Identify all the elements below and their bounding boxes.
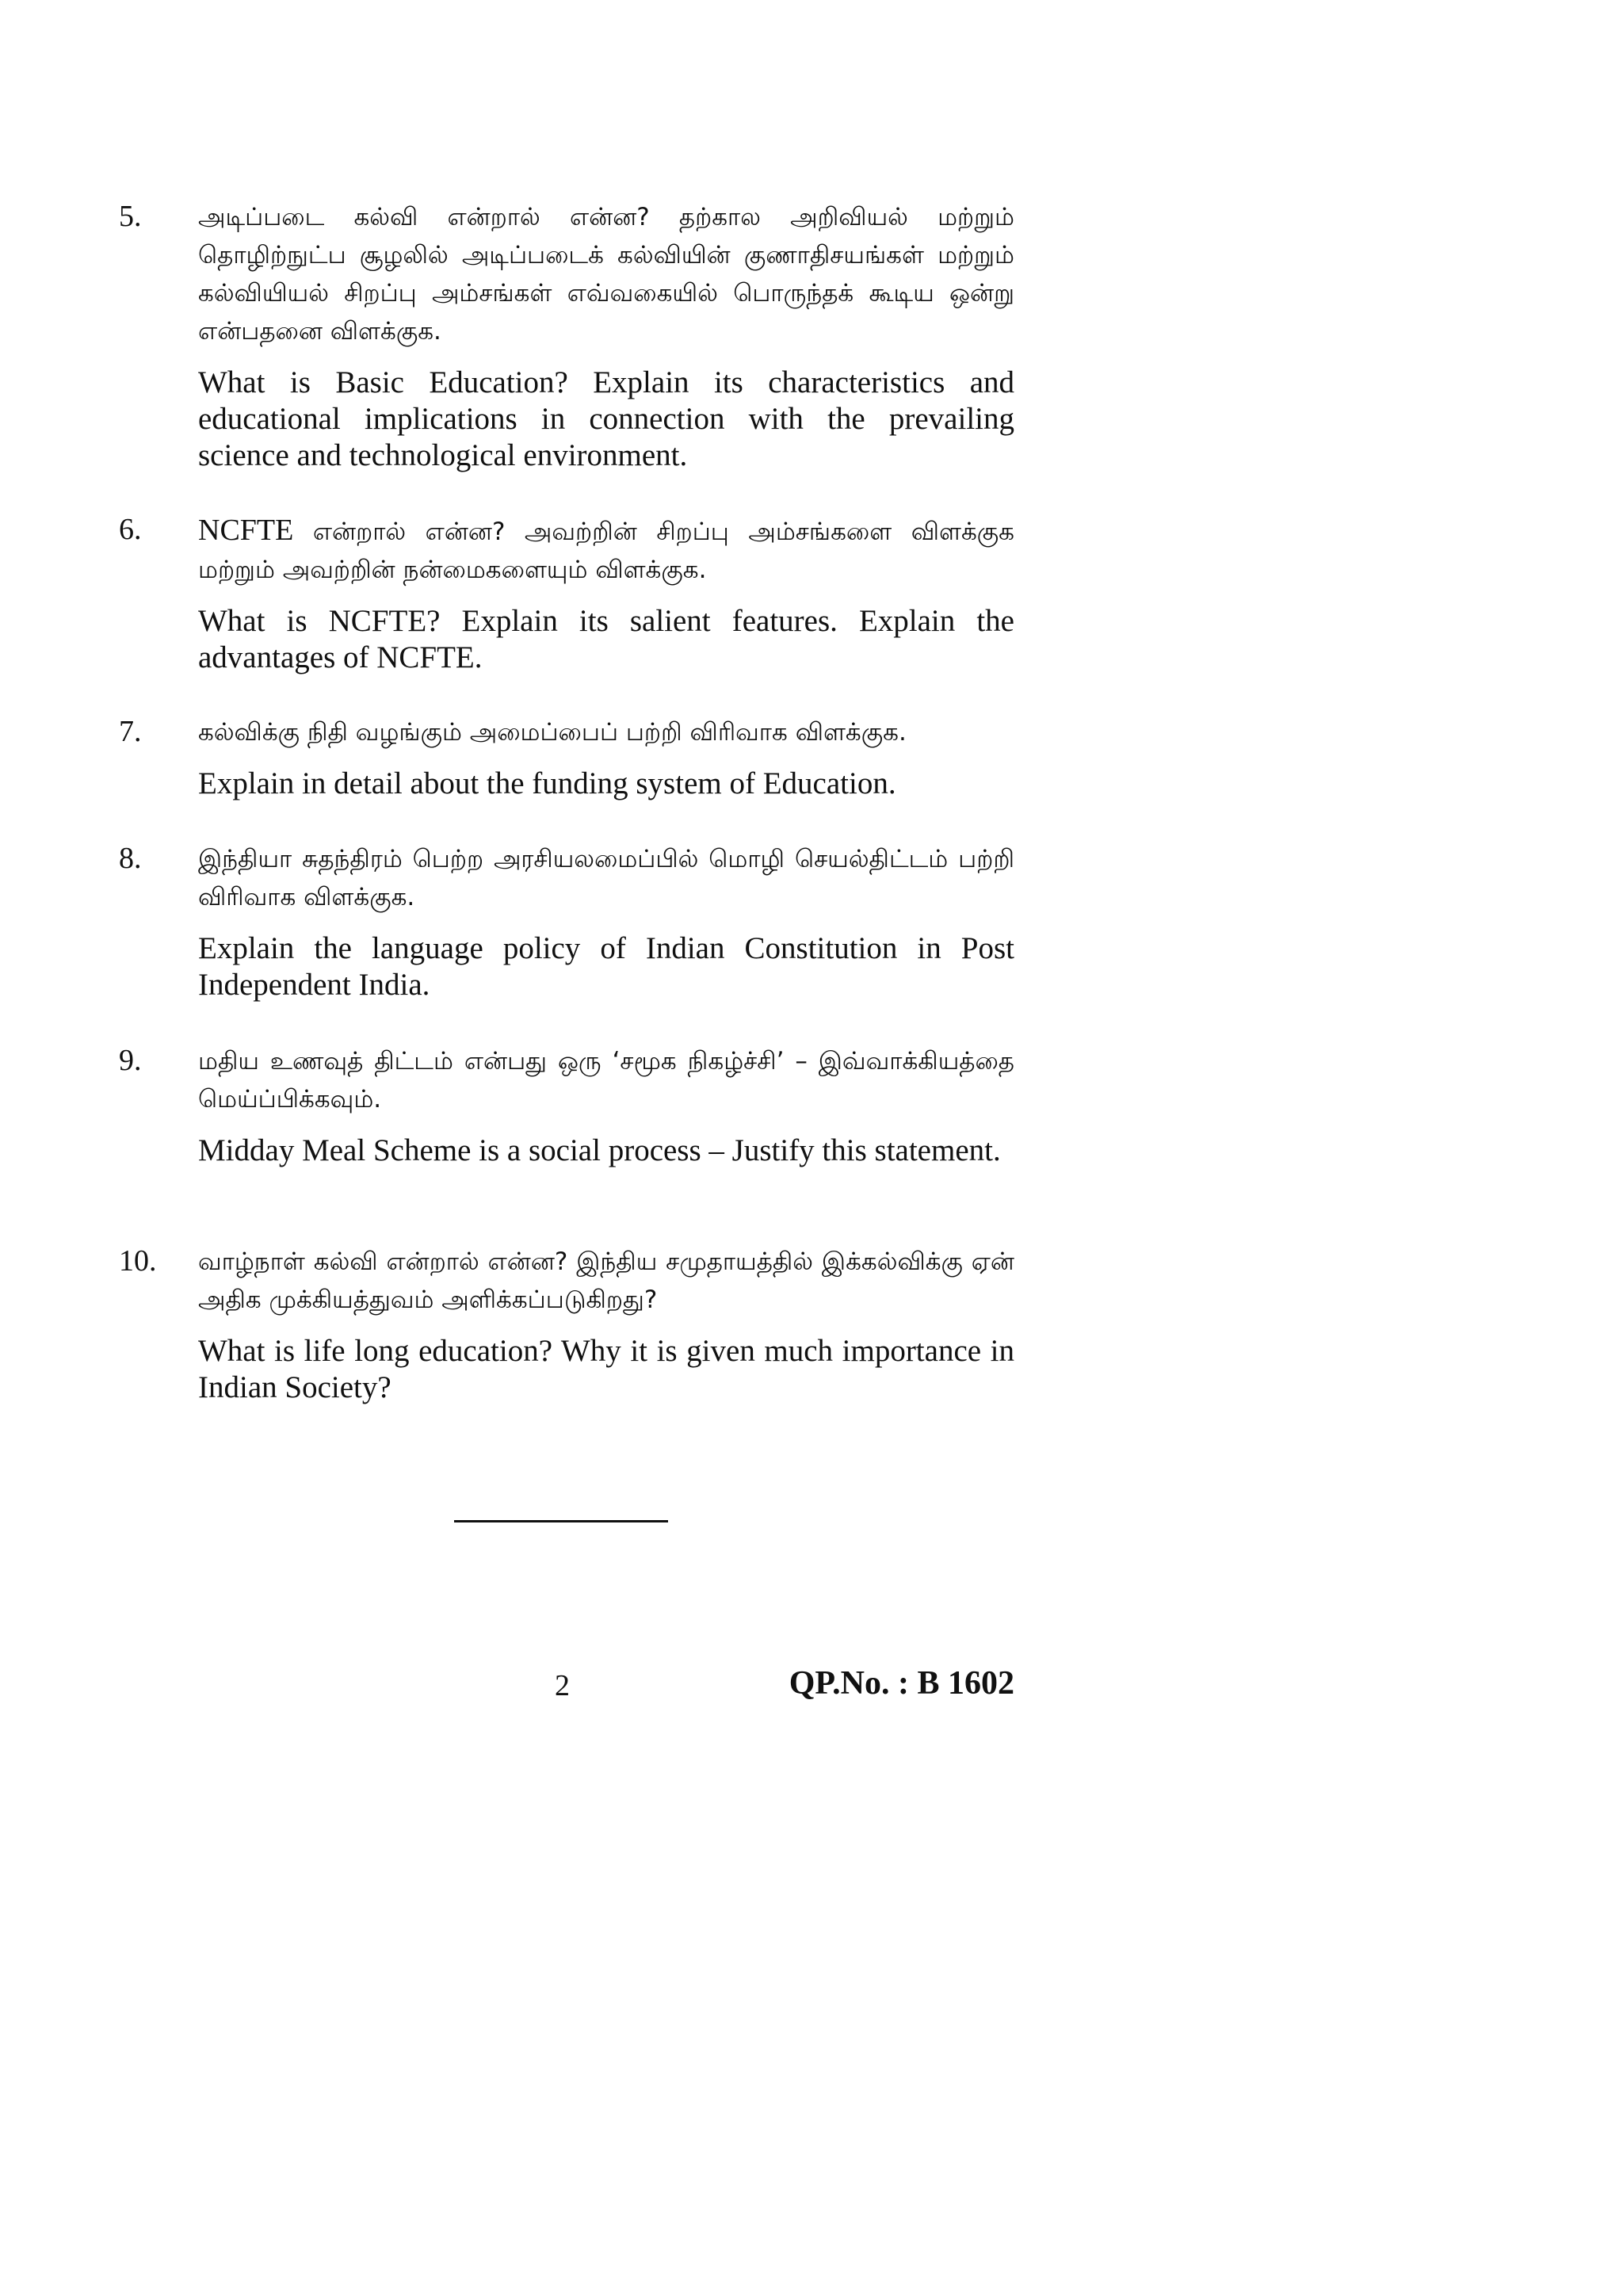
question-tamil-text: இந்தியா சுதந்திரம் பெற்ற அரசியலமைப்பில் மொழி செயல்திட்டம் பற்றி விரிவாக விளக்குக. [198, 845, 1014, 911]
question-english-text: Explain in detail about the funding system of Education. [198, 766, 896, 800]
question-number: 8. [119, 842, 142, 875]
question-english-text: What is NCFTE? Explain its salient features. Explain the advantages of NCFTE. [198, 604, 1014, 674]
question-english-text: What is Basic Education? Explain its characteristics and educational implications in connection with the prevailing science and technological environment. [198, 365, 1014, 472]
question-body [198, 1243, 1014, 1406]
question-number: 10. [119, 1244, 157, 1278]
question-number: 6. [119, 513, 142, 546]
question-tamil-rest: என்றால் என்ன? அவற்றின் சிறப்பு அம்சங்களை விளக்குக மற்றும் அவற்றின் நன்மைகளையும் விளக்குக. [198, 518, 1014, 584]
question-number: 7. [119, 715, 142, 748]
question-number: 9. [119, 1044, 142, 1077]
question-body [198, 713, 1014, 802]
question-tamil-text: மதிய உணவுத் திட்டம் என்பது ஒரு ‘சமூக நிகழ்ச்சி’ – இவ்வாக்கியத்தை மெய்ப்பிக்கவும். [198, 1047, 1014, 1114]
question-body [198, 1042, 1014, 1169]
question-tamil-text [198, 511, 1014, 589]
end-rule [454, 1520, 668, 1522]
question-tamil-text: வாழ்நாள் கல்வி என்றால் என்ன? இந்திய சமுதாயத்தில் இக்கல்விக்கு ஏன் அதிக முக்கியத்துவம் அளிக்கப்படுகிறது? [198, 1247, 1014, 1314]
question-body [198, 840, 1014, 1003]
question-english-text: Midday Meal Scheme is a social process – Justify this statement. [198, 1133, 1001, 1167]
question-tamil-text: அடிப்படை கல்வி என்றால் என்ன? தற்கால அறிவியல் மற்றும் தொழிற்நுட்ப சூழலில் அடிப்படைக் கல்வியின் குணாதிசயங்கள் மற்றும் கல்வியியல் சிறப்பு அம்சங்கள் எவ்வகையில் பொருந்தக் கூடிய ஒன்று என்பதனை விளக்குக. [198, 203, 1014, 346]
qp-number: QP.No. : B 1602 [789, 1665, 1014, 1702]
question-english-text: What is life long education? Why it is given much importance in Indian Society? [198, 1334, 1014, 1404]
question-body [198, 511, 1014, 676]
question-english-text: Explain the language policy of Indian Constitution in Post Independent India. [198, 931, 1014, 1002]
question-tamil-prefix: NCFTE [198, 514, 294, 547]
question-number: 5. [119, 200, 142, 233]
question-tamil-text: கல்விக்கு நிதி வழங்கும் அமைப்பைப் பற்றி விரிவாக விளக்குக. [198, 718, 907, 747]
page-number: 2 [555, 1669, 570, 1702]
question-body [198, 198, 1014, 474]
